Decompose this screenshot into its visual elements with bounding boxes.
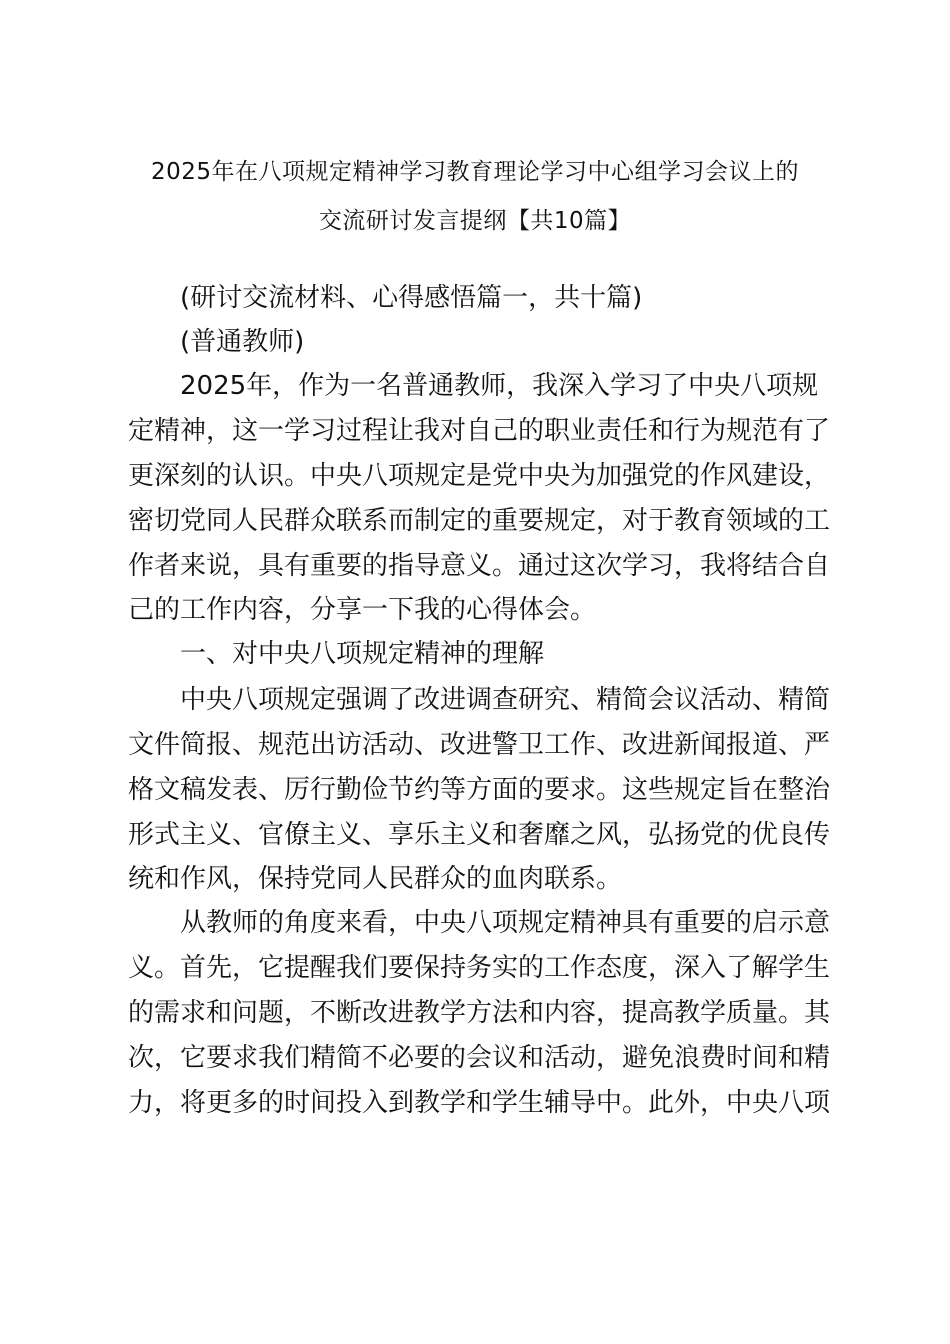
paragraph-line: 己的工作内容，分享一下我的心得体会。	[128, 595, 597, 625]
paragraph-line: 格文稿发表、厉行勤俭节约等方面的要求。这些规定旨在整治	[128, 775, 831, 805]
document-title-line-1: 2025年在八项规定精神学习教育理论学习中心组学习会议上的	[150, 159, 800, 185]
paragraph-line: 2025年，作为一名普通教师，我深入学习了中央八项规	[180, 371, 819, 401]
paragraph-line: 次，它要求我们精简不必要的会议和活动，避免浪费时间和精	[128, 1043, 831, 1073]
paragraph-line: 的需求和问题，不断改进教学方法和内容，提高教学质量。其	[128, 998, 831, 1028]
paragraph-line: 形式主义、官僚主义、享乐主义和奢靡之风，弘扬党的优良传	[128, 820, 831, 850]
paragraph-line: 从教师的角度来看，中央八项规定精神具有重要的启示意	[180, 908, 831, 938]
paragraph-line: 中央八项规定强调了改进调查研究、精简会议活动、精简	[180, 685, 831, 715]
document-title-line-2: 交流研讨发言提纲【共10篇】	[318, 208, 632, 234]
paragraph-line: 作者来说，具有重要的指导意义。通过这次学习，我将结合自	[128, 551, 831, 581]
section-heading: 一、对中央八项规定精神的理解	[180, 639, 545, 669]
paragraph-line: 义。首先，它提醒我们要保持务实的工作态度，深入了解学生	[128, 953, 831, 983]
paragraph-line: 密切党同人民群众联系而制定的重要规定，对于教育领域的工	[128, 506, 831, 536]
paragraph-line: 定精神，这一学习过程让我对自己的职业责任和行为规范有了	[128, 416, 831, 446]
paragraph-line: 文件简报、规范出访活动、改进警卫工作、改进新闻报道、严	[128, 730, 831, 760]
paragraph-line: 更深刻的认识。中央八项规定是党中央为加强党的作风建设，	[128, 461, 831, 491]
paragraph-line: 力，将更多的时间投入到教学和学生辅导中。此外，中央八项	[128, 1088, 831, 1118]
document-subtitle: (研讨交流材料、心得感悟篇一，共十篇)	[180, 283, 643, 313]
author-role: (普通教师)	[180, 327, 305, 357]
paragraph-line: 统和作风，保持党同人民群众的血肉联系。	[128, 864, 623, 894]
